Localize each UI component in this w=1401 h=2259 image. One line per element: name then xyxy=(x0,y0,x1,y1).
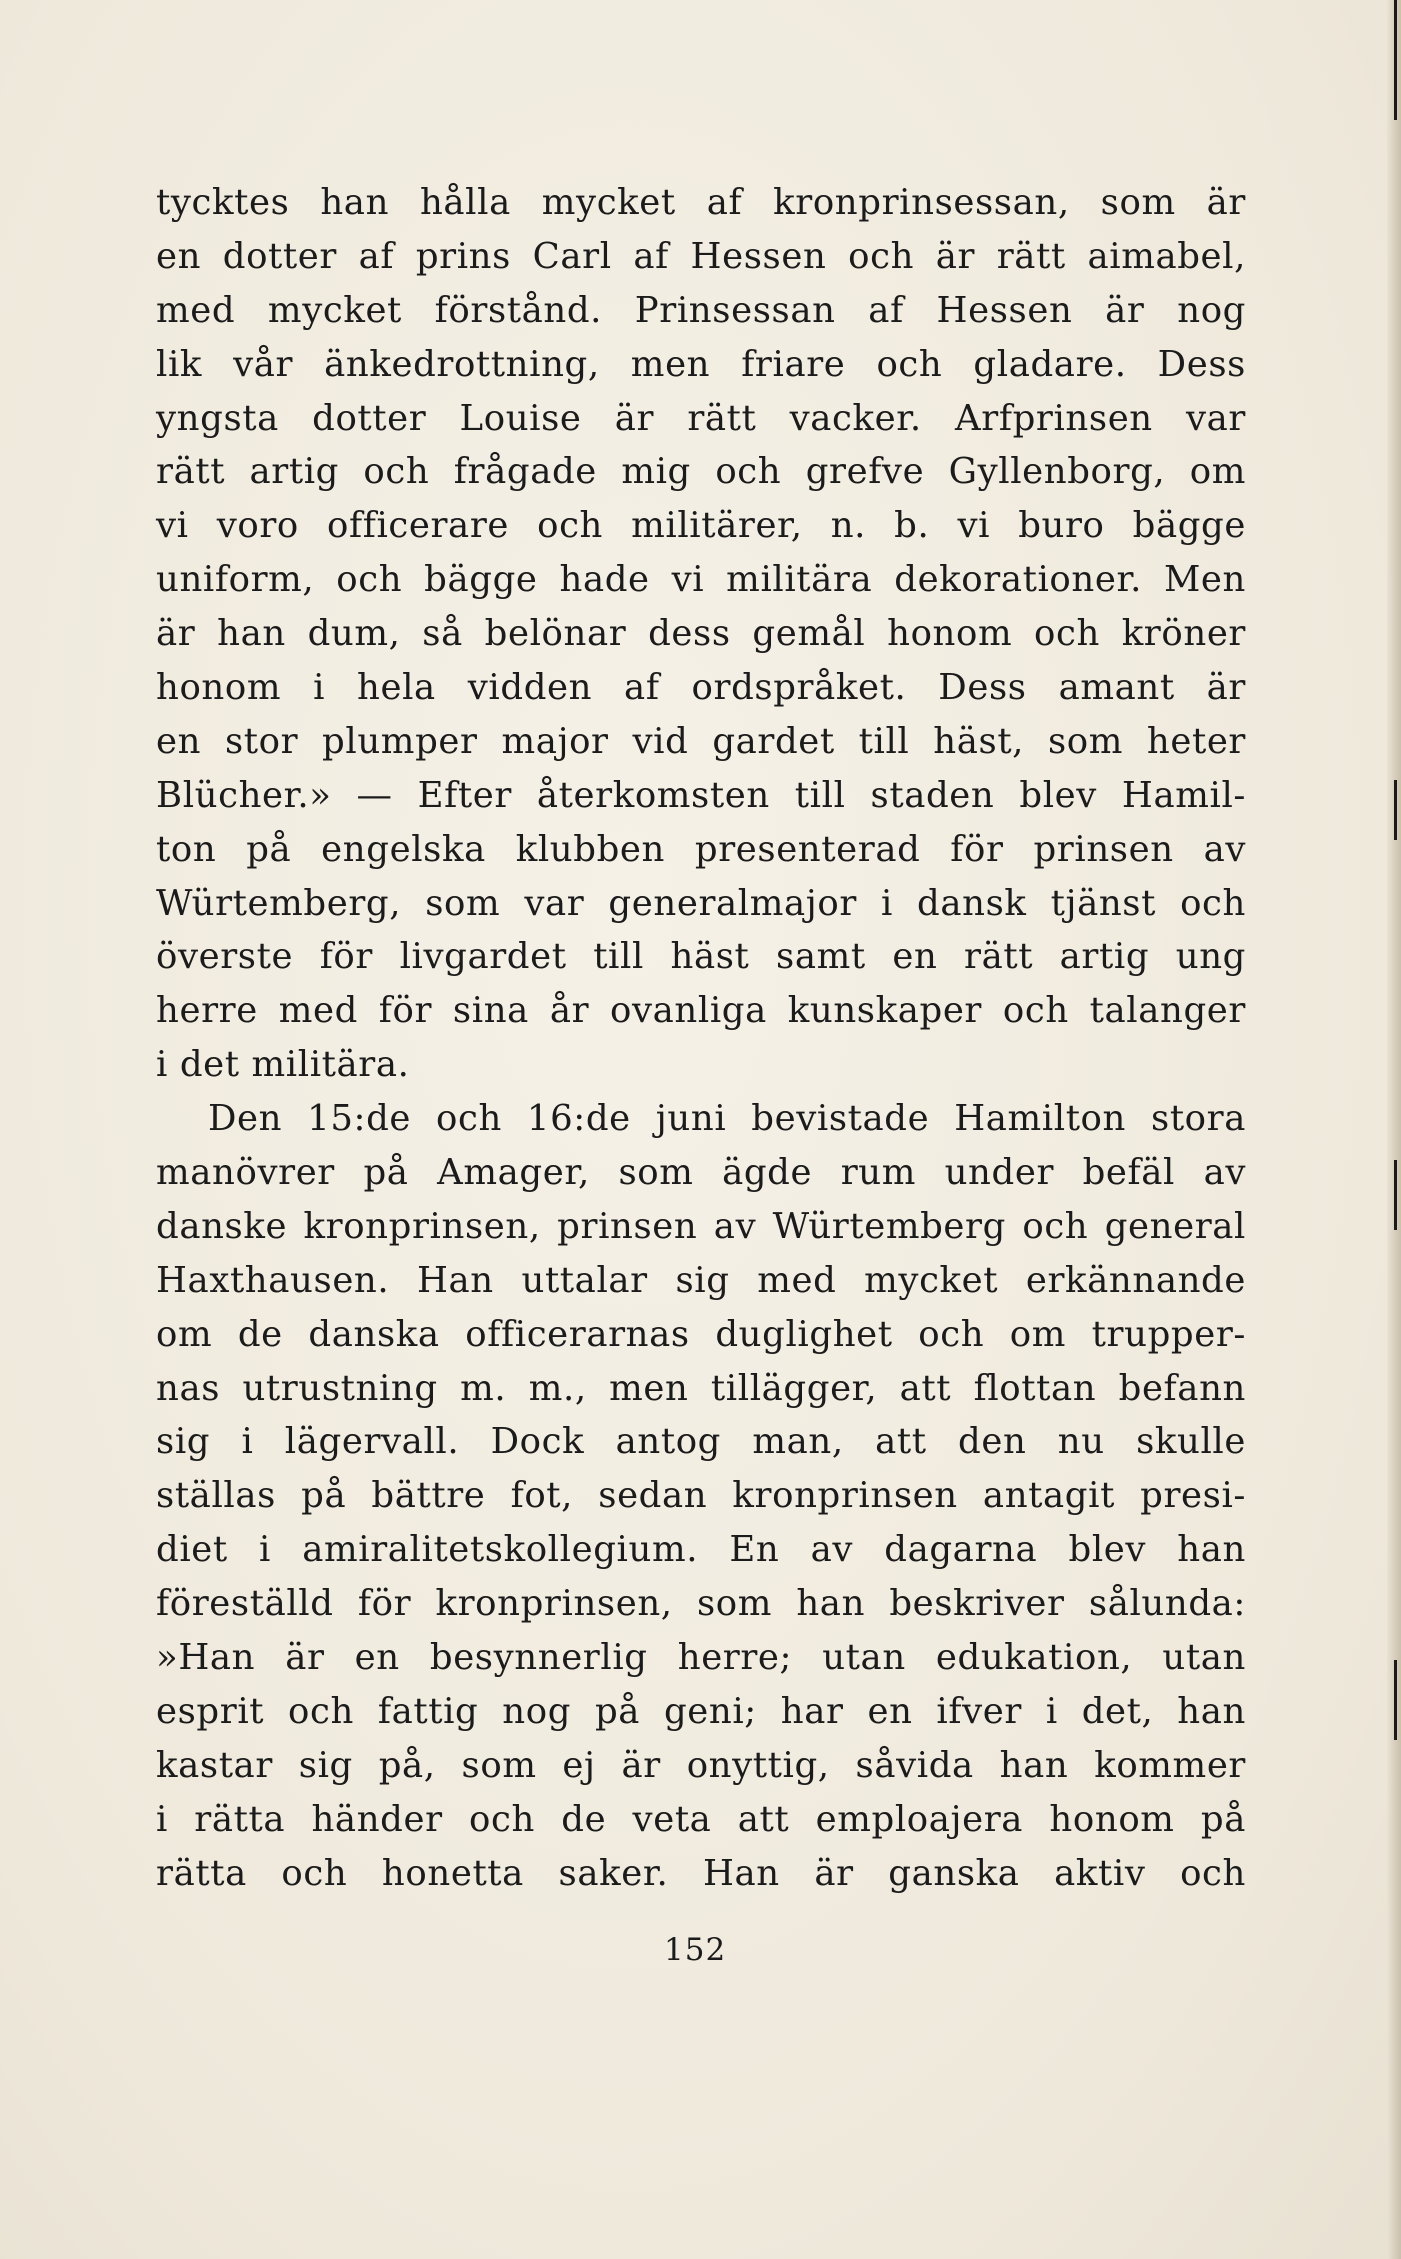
text-line: yngsta dotter Louise är rätt vacker. Arfprinsen var xyxy=(156,397,1246,439)
text-line: Würtemberg, som var generalmajor i dansk tjänst och xyxy=(156,882,1246,924)
paragraph-1 xyxy=(156,176,1246,1092)
text-line: tycktes han hålla mycket af kronprinsessan, som är xyxy=(156,182,1246,223)
text-line: är han dum, så belönar dess gemål honom och kröner xyxy=(156,613,1246,655)
body-text xyxy=(156,176,1246,1901)
text-line: kastar sig på, som ej är onyttig, såvida han kommer xyxy=(156,1744,1246,1786)
text-line: manövrer på Amager, som ägde rum under befäl av xyxy=(156,1152,1246,1194)
text-line: sig i lägervall. Dock antog man, att den nu skulle xyxy=(156,1421,1246,1463)
text-line: Blücher.» — Efter återkomsten till staden blev Hamil- xyxy=(156,774,1246,816)
text-line: danske kronprinsen, prinsen av Würtemberg och general xyxy=(156,1205,1246,1247)
text-line: föreställd för kronprinsen, som han beskriver sålunda: xyxy=(156,1583,1246,1625)
text-line: Haxthausen. Han uttalar sig med mycket erkännande xyxy=(156,1259,1246,1301)
text-line: överste för livgardet till häst samt en rätt artig ung xyxy=(156,936,1246,978)
text-line: lik vår änkedrottning, men friare och gladare. Dess xyxy=(156,343,1246,385)
text-line: honom i hela vidden af ordspråket. Dess amant är xyxy=(156,667,1246,709)
text-line: rätta och honetta saker. Han är ganska aktiv och xyxy=(156,1852,1246,1894)
page-edge xyxy=(1387,0,1401,2259)
edge-mark xyxy=(1394,1160,1397,1230)
text-line: i rätta händer och de veta att emploajera honom på xyxy=(156,1798,1246,1840)
text-line: en stor plumper major vid gardet till häst, som heter xyxy=(156,720,1246,762)
text-line: i det militära. xyxy=(156,1044,410,1086)
text-line: ställas på bättre fot, sedan kronprinsen antagit presi- xyxy=(156,1475,1246,1517)
text-line: herre med för sina år ovanliga kunskaper och talanger xyxy=(156,990,1246,1032)
text-line: diet i amiralitetskollegium. En av dagarna blev han xyxy=(156,1529,1246,1571)
text-line: ton på engelska klubben presenterad för prinsen av xyxy=(156,828,1246,870)
text-line: Den 15:de och 16:de juni bevistade Hamilton stora xyxy=(208,1098,1246,1140)
text-line: »Han är en besynnerlig herre; utan edukation, utan xyxy=(156,1637,1246,1679)
text-line: med mycket förstånd. Prinsessan af Hessen är nog xyxy=(156,289,1246,331)
page-number: 152 xyxy=(664,1932,727,1968)
paragraph-2 xyxy=(156,1092,1246,1900)
text-line: om de danska officerarnas duglighet och om trupper- xyxy=(156,1313,1246,1355)
text-line: uniform, och bägge hade vi militära dekorationer. Men xyxy=(156,559,1246,601)
text-line: esprit och fattig nog på geni; har en ifver i det, han xyxy=(156,1690,1246,1732)
edge-mark xyxy=(1394,1660,1397,1740)
text-line: en dotter af prins Carl af Hessen och är rätt aimabel, xyxy=(156,235,1246,277)
text-line: rätt artig och frågade mig och grefve Gyllenborg, om xyxy=(156,451,1246,493)
edge-mark xyxy=(1394,780,1397,840)
text-line: vi voro officerare och militärer, n. b. vi buro bägge xyxy=(156,505,1246,547)
edge-mark xyxy=(1394,0,1397,120)
text-line: nas utrustning m. m., men tillägger, att flottan befann xyxy=(156,1367,1246,1409)
